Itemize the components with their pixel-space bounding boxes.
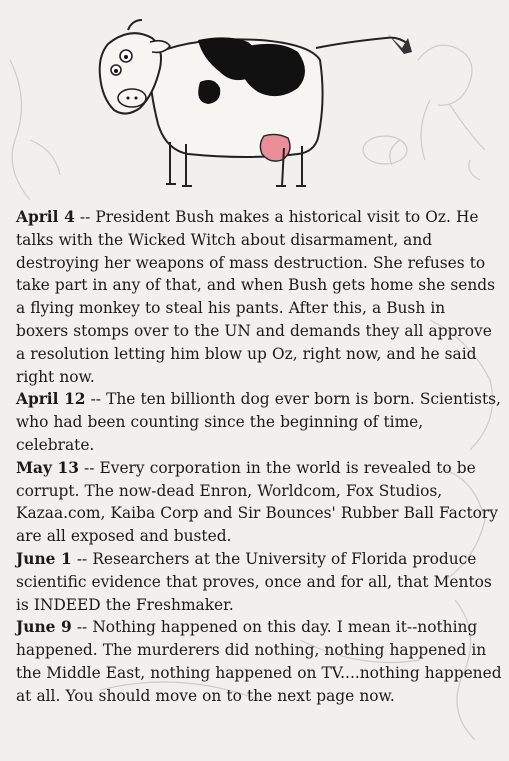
- entry-date: April 4: [16, 208, 75, 226]
- entry-date: May 13: [16, 458, 79, 477]
- entry-april-4: [16, 206, 502, 388]
- entry-text: -- Researchers at the University of Florida produce scientific evidence that proves, once and for all, that Mentos is INDEED the Freshmaker.: [16, 549, 492, 614]
- entry-may-13: [16, 457, 502, 548]
- cow-illustration: [88, 18, 418, 198]
- cow-udder: [260, 134, 290, 161]
- entry-text: -- Every corporation in the world is revealed to be corrupt. The now-dead Enron, Worldcom, Fox Studios, Kazaa.com, Kaiba Corp and Sir Bounces' Rubber Ball Factory are all exposed and busted.: [16, 458, 498, 546]
- entry-text: -- Nothing happened on this day. I mean it--nothing happened. The murderers did nothing, nothing happened in the Middle East, nothing happened on TV....nothing happened at all. You should move on to the next page now.: [16, 618, 502, 705]
- entry-june-1: [16, 548, 502, 616]
- almanac-entries: [16, 206, 502, 708]
- entry-june-9: [16, 616, 502, 707]
- entry-april-12: [16, 388, 502, 456]
- entry-date: June 9: [16, 618, 72, 637]
- entry-text: -- President Bush makes a historical visit to Oz. He talks with the Wicked Witch about disarmament, and destroying her weapons of mass destruction. She refuses to take part in any of that, and when Bush gets home she sends a flying monkey to steal his pants. After this, a Bush in boxers stomps over to the UN and demands they all approve a resolution letting him blow up Oz, right now, and he said right now.: [16, 208, 495, 386]
- entry-date: June 1: [16, 549, 72, 568]
- entry-text: -- The ten billionth dog ever born is born. Scientists, who had been counting since the beginning of time, celebrate.: [16, 390, 501, 454]
- entry-date: April 12: [16, 390, 86, 409]
